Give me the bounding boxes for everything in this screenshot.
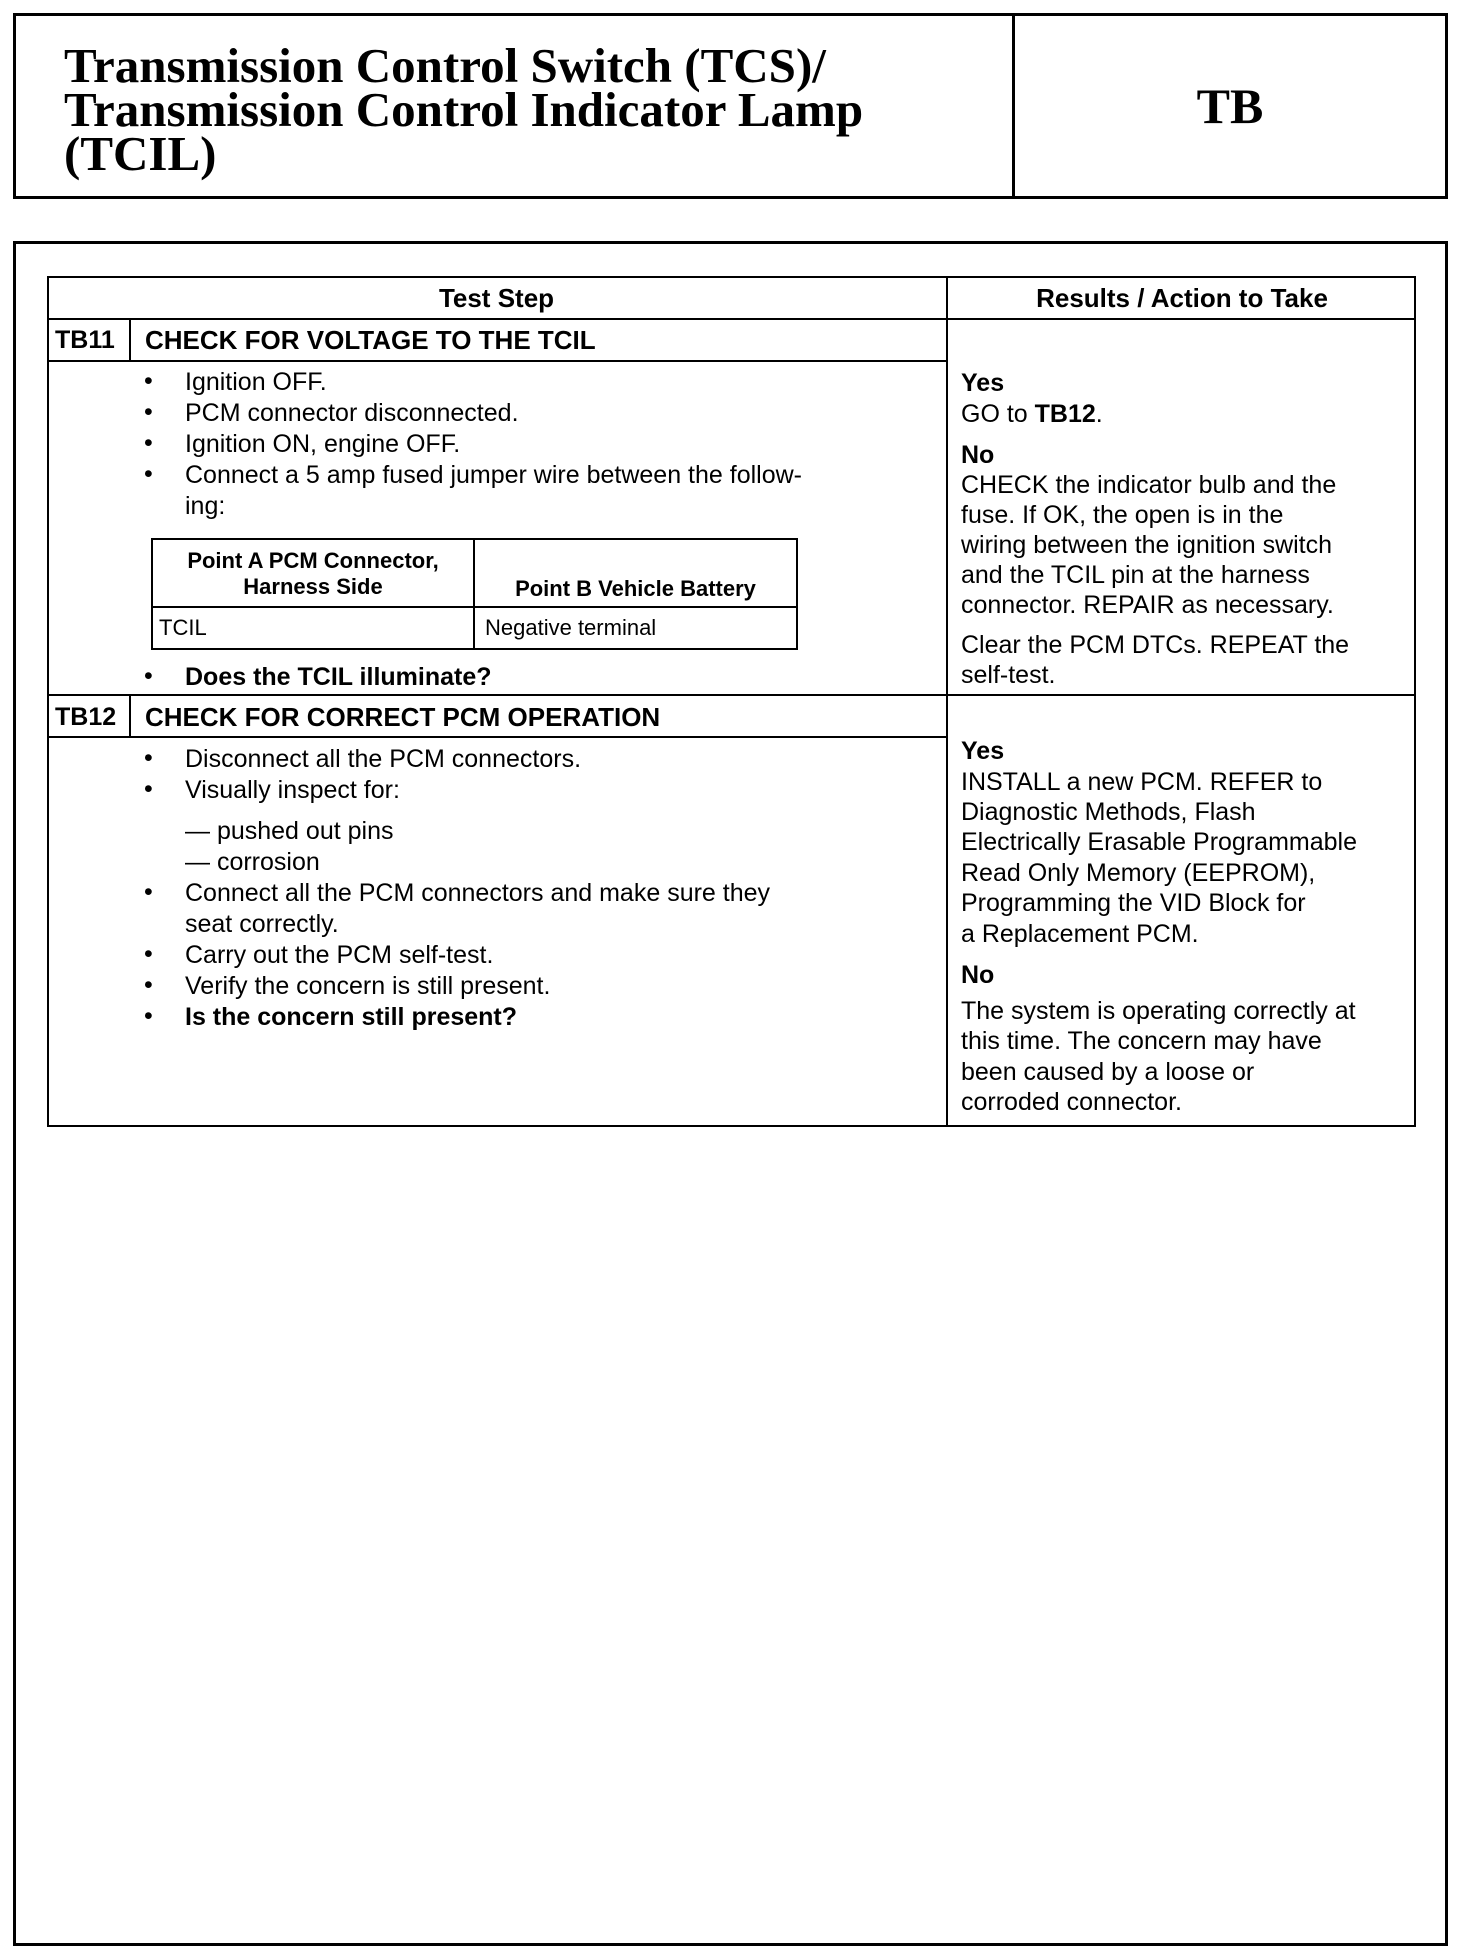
column-divider xyxy=(946,276,948,1127)
subtable-row-divider xyxy=(153,606,796,608)
tb11-question: Does the TCIL illuminate? xyxy=(185,663,492,691)
jumper-wire-table xyxy=(151,538,798,650)
tb12-question: Is the concern still present? xyxy=(185,1003,518,1031)
bullet: • xyxy=(144,460,153,488)
tb12-no-label: No xyxy=(961,961,995,989)
tb11-step-2: PCM connector disconnected. xyxy=(185,399,519,427)
tb12-title-divider xyxy=(47,736,946,738)
subtable-head-a-line2: Harness Side xyxy=(243,574,383,599)
tb12-id-divider xyxy=(129,696,131,736)
tb11-yes-action xyxy=(961,399,1103,429)
subtable-head-b: Point B Vehicle Battery xyxy=(515,576,756,601)
tb11-yes-label: Yes xyxy=(961,369,1005,397)
tb11-step-4-cont: ing: xyxy=(185,492,226,520)
tb11-no-label: No xyxy=(961,441,995,469)
tb11-step-id: TB11 xyxy=(55,326,115,354)
title-line-2: Transmission Control Indicator Lamp xyxy=(64,82,864,137)
tb11-step-title: CHECK FOR VOLTAGE TO THE TCIL xyxy=(145,325,596,355)
bullet: • xyxy=(144,878,153,906)
tb12-yes-line-1: INSTALL a new PCM. REFER to xyxy=(961,768,1323,796)
header-row-divider xyxy=(47,318,1416,320)
tb12-yes-label: Yes xyxy=(961,737,1005,765)
tb12-inspect-1: — pushed out pins xyxy=(185,817,394,845)
tb11-yes-prefix: GO to xyxy=(961,400,1028,428)
subtable-cell-a: TCIL xyxy=(159,615,207,640)
column-header-test-step: Test Step xyxy=(438,283,555,313)
tb11-tb12-divider xyxy=(47,694,1416,696)
tb12-step-3-cont: seat correctly. xyxy=(185,910,339,938)
tb12-no-line-3: been caused by a loose or xyxy=(961,1058,1255,1086)
bullet: • xyxy=(144,429,153,457)
title-line-3: (TCIL) xyxy=(64,126,217,181)
subtable-cell-b: Negative terminal xyxy=(485,615,657,640)
tb12-no-line-1: The system is operating correctly at xyxy=(961,997,1356,1025)
tb11-step-1: Ignition OFF. xyxy=(185,368,327,396)
section-code: TB xyxy=(1196,78,1264,134)
tb12-step-4: Carry out the PCM self-test. xyxy=(185,941,494,969)
column-header-results: Results / Action to Take xyxy=(1036,283,1328,313)
tb11-no2-line-2: self-test. xyxy=(961,661,1056,689)
bullet: • xyxy=(144,367,153,395)
tb12-yes-line-3: Electrically Erasable Programmable xyxy=(961,828,1357,856)
tb12-yes-line-5: Programming the VID Block for xyxy=(961,889,1306,917)
tb11-title-divider xyxy=(47,360,946,362)
title-line-1: Transmission Control Switch (TCS)/ xyxy=(64,38,826,93)
tb11-no-line-1: CHECK the indicator bulb and the xyxy=(961,471,1337,499)
bullet: • xyxy=(144,1002,153,1030)
tb11-no-line-2: fuse. If OK, the open is in the xyxy=(961,501,1284,529)
tb11-no-line-5: connector. REPAIR as necessary. xyxy=(961,591,1334,619)
tb12-inspect-2: — corrosion xyxy=(185,848,320,876)
bullet: • xyxy=(144,775,153,803)
tb12-no-line-2: this time. The concern may have xyxy=(961,1027,1322,1055)
tb12-step-1: Disconnect all the PCM connectors. xyxy=(185,745,582,773)
tb11-step-3: Ignition ON, engine OFF. xyxy=(185,430,461,458)
tb12-step-3: Connect all the PCM connectors and make sure they xyxy=(185,879,771,907)
tb11-no2-line-1: Clear the PCM DTCs. REPEAT the xyxy=(961,631,1350,659)
bullet: • xyxy=(144,398,153,426)
tb12-no-line-4: corroded connector. xyxy=(961,1088,1182,1116)
tb11-yes-ref[interactable]: TB12 xyxy=(1034,400,1096,428)
subtable-head-a-line1: Point A PCM Connector, xyxy=(187,548,439,573)
tb11-step-4: Connect a 5 amp fused jumper wire between the follow- xyxy=(185,461,802,489)
tb11-yes-suffix: . xyxy=(1095,400,1103,428)
tb11-id-divider xyxy=(129,318,131,360)
bullet: • xyxy=(144,662,153,690)
tb12-step-2: Visually inspect for: xyxy=(185,776,400,804)
page-title xyxy=(16,16,1015,196)
tb11-no-line-3: wiring between the ignition switch xyxy=(961,531,1333,559)
tb12-step-title: CHECK FOR CORRECT PCM OPERATION xyxy=(145,702,661,732)
page-header xyxy=(13,13,1448,199)
bullet: • xyxy=(144,940,153,968)
tb12-yes-line-6: a Replacement PCM. xyxy=(961,920,1199,948)
tb11-no-line-4: and the TCIL pin at the harness xyxy=(961,561,1310,589)
tb12-yes-line-2: Diagnostic Methods, Flash xyxy=(961,798,1256,826)
tb12-yes-line-4: Read Only Memory (EEPROM), xyxy=(961,859,1316,887)
tb12-step-5: Verify the concern is still present. xyxy=(185,972,551,1000)
bullet: • xyxy=(144,971,153,999)
bullet: • xyxy=(144,744,153,772)
tb12-step-id: TB12 xyxy=(55,703,117,731)
